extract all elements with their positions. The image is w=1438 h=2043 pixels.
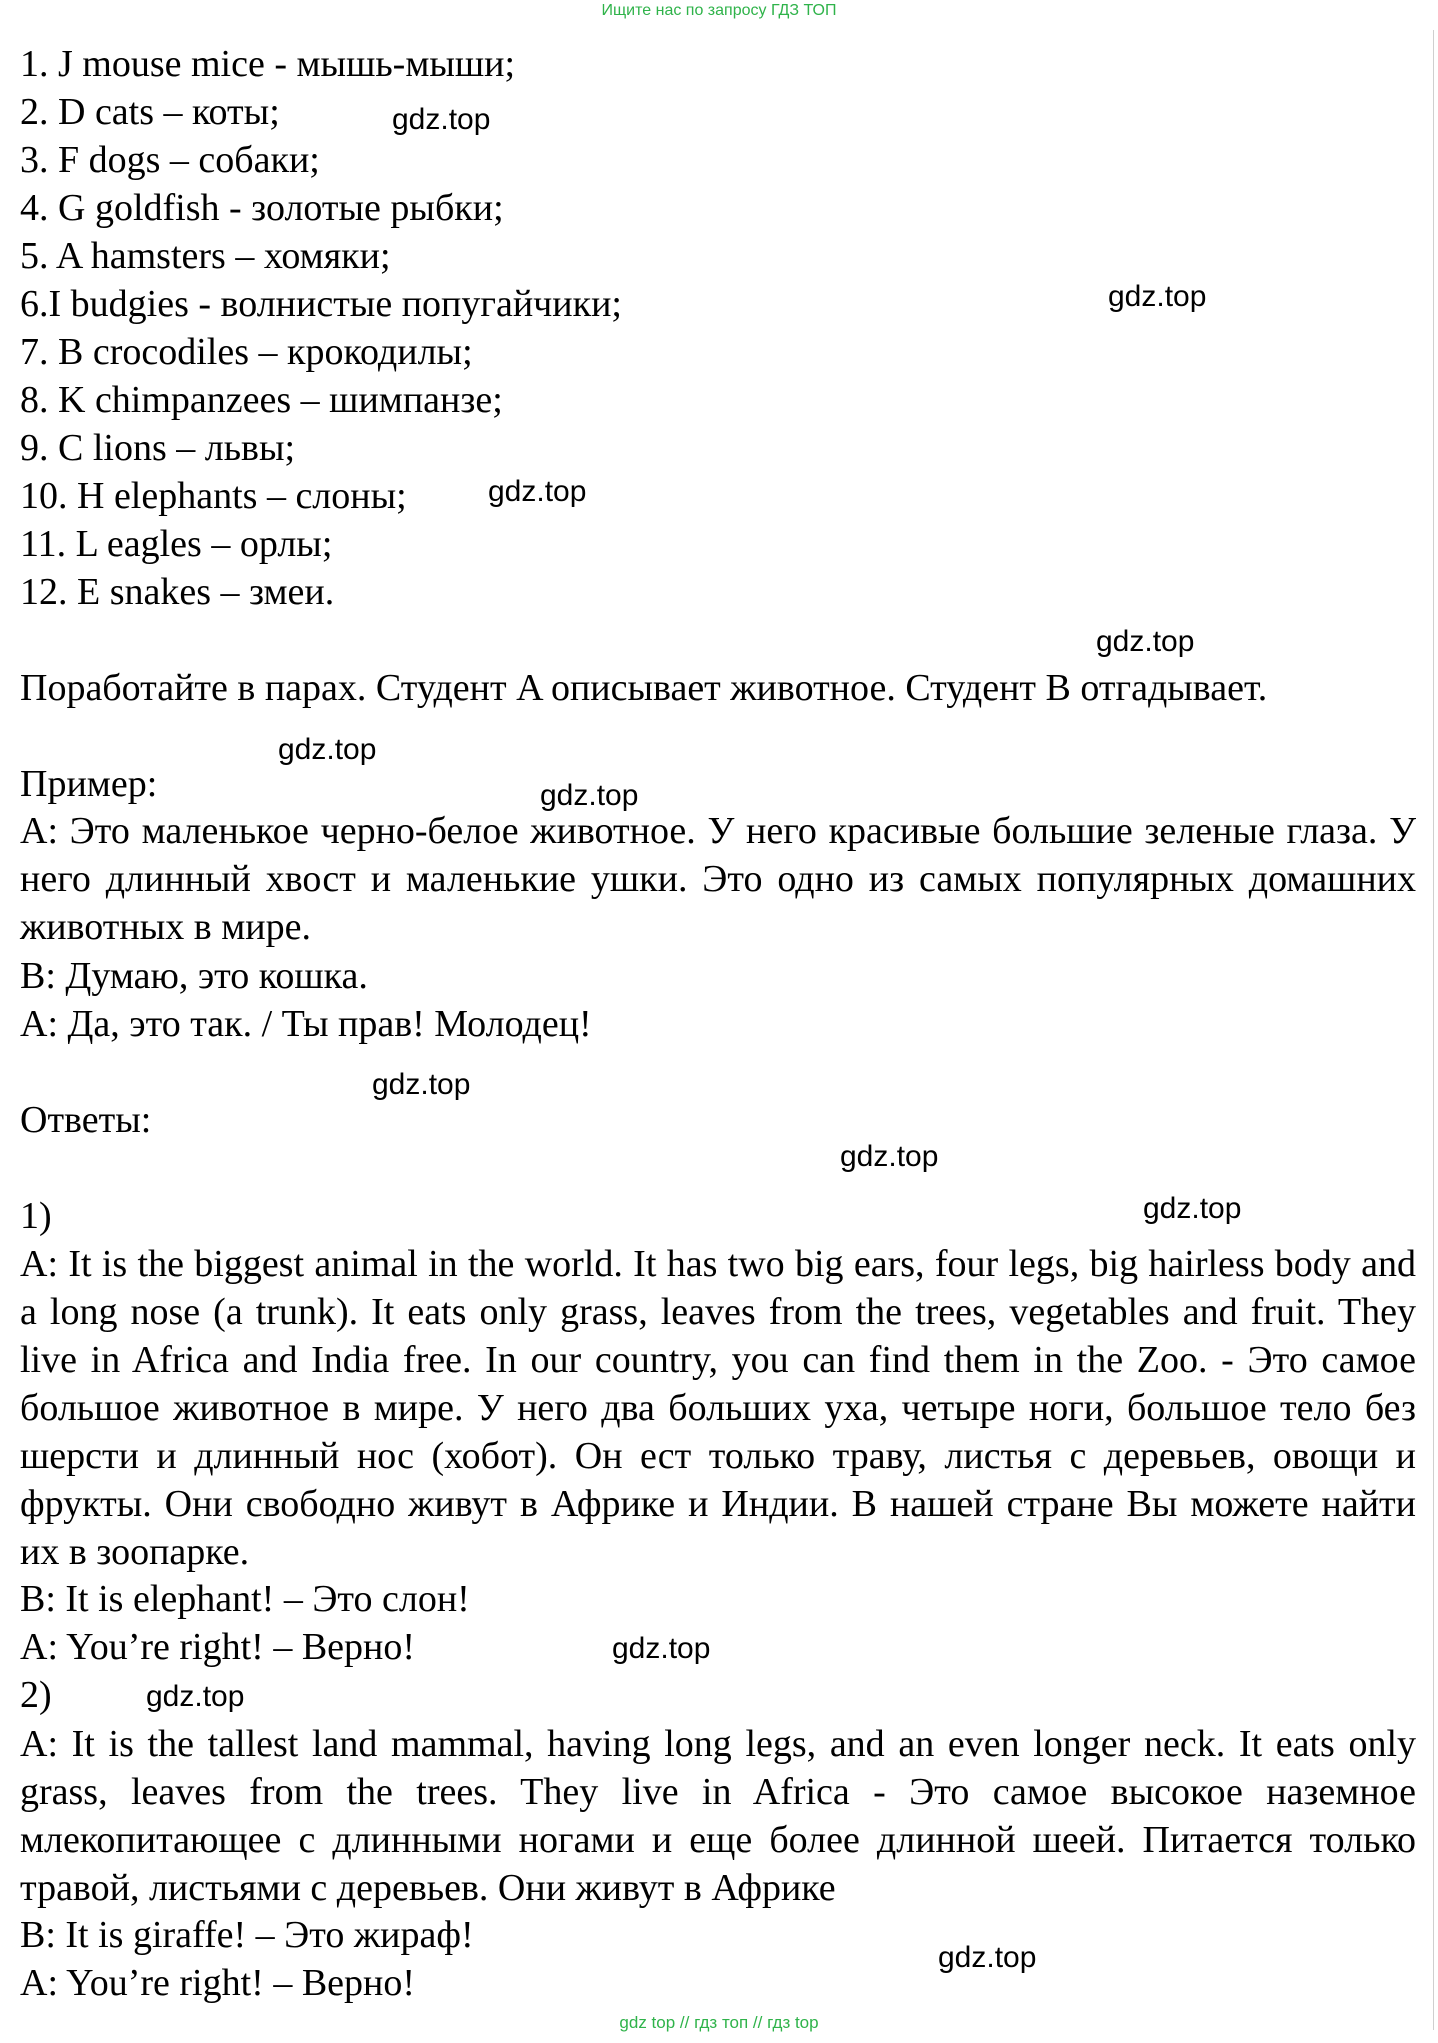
example-a: A: Это маленькое черно-белое животное. У него красивые большие зеленые глаза. У него длинный хвост и маленькие ушки. Это одно из самых популярных домашних животных в мире. [20,810,1416,948]
dialog-a2: A: You’re right! – Верно! [20,1626,416,1668]
dialog-b: B: It is giraffe! – Это жираф! [20,1914,474,1956]
task-instruction: Поработайте в парах. Студент A описывает животное. Студент B отгадывает. [20,667,1268,709]
answers-label: Ответы: [20,1099,152,1141]
list-item: 4. G goldfish - золотые рыбки; [20,187,504,229]
dialog-number: 2) [20,1674,52,1716]
watermark: gdz.top [1096,625,1195,658]
list-item: 9. C lions – львы; [20,427,296,469]
list-item: 8. K chimpanzees – шимпанзе; [20,379,503,421]
watermark: gdz.top [540,779,639,812]
list-item: 1. J mouse mice - мышь-мыши; [20,43,516,85]
top-banner: Ищите нас по запросу ГДЗ ТОП [601,2,837,19]
example-a2: A: Да, это так. / Ты прав! Молодец! [20,1003,592,1045]
watermark: gdz.top [278,733,377,766]
list-item: 7. B crocodiles – крокодилы; [20,331,473,373]
watermark: gdz.top [392,103,491,136]
dialog-number: 1) [20,1195,52,1237]
list-item: 3. F dogs – собаки; [20,139,320,181]
footer: gdz top // гдз топ // гдз top [619,2013,819,2032]
watermark: gdz.top [1108,280,1207,313]
page-edge-divider [1433,30,1434,2030]
watermark: gdz.top [146,1680,245,1713]
watermark: gdz.top [840,1140,939,1173]
watermark: gdz.top [488,475,587,508]
watermark: gdz.top [938,1941,1037,1974]
dialog-a: A: It is the tallest land mammal, having long legs, and an even longer neck. It eats only grass, leaves from the trees. They live in Africa - Это самое высокое наземное млекопитающее с длинными ногами и еще более длинной шеей. Питается только травой, листьями с деревьев. Они живут в Африке [20,1723,1416,1909]
list-item: 2. D cats – коты; [20,91,280,133]
example-label: Пример: [20,763,158,805]
watermark: gdz.top [372,1068,471,1101]
example-b: B: Думаю, это кошка. [20,955,368,997]
list-item: 10. H elephants – слоны; [20,475,407,517]
dialog-a: A: It is the biggest animal in the world. It has two big ears, four legs, big hairless body and a long nose (a trunk). It eats only grass, leaves from the trees, vegetables and fruit. They live in Africa and India free. In our country, you can find them in the Zoo. - Это самое большое животное в мире. У него два больших уха, четыре ноги, большое тело без шерсти и длинный нос (хобот). Он ест только траву, листья с деревьев, овощи и фрукты. Они свободно живут в Африке и Индии. В нашей стране Вы можете найти их в зоопарке. [20,1243,1416,1573]
watermark: gdz.top [1143,1192,1242,1225]
list-item: 11. L eagles – орлы; [20,523,333,565]
dialog-a2: A: You’re right! – Верно! [20,1962,416,2004]
list-item: 5. A hamsters – хомяки; [20,235,391,277]
dialog-b: B: It is elephant! – Это слон! [20,1578,470,1620]
list-item: 6.I budgies - волнистые попугайчики; [20,283,622,325]
list-item: 12. E snakes – змеи. [20,571,335,613]
watermark: gdz.top [612,1632,711,1665]
